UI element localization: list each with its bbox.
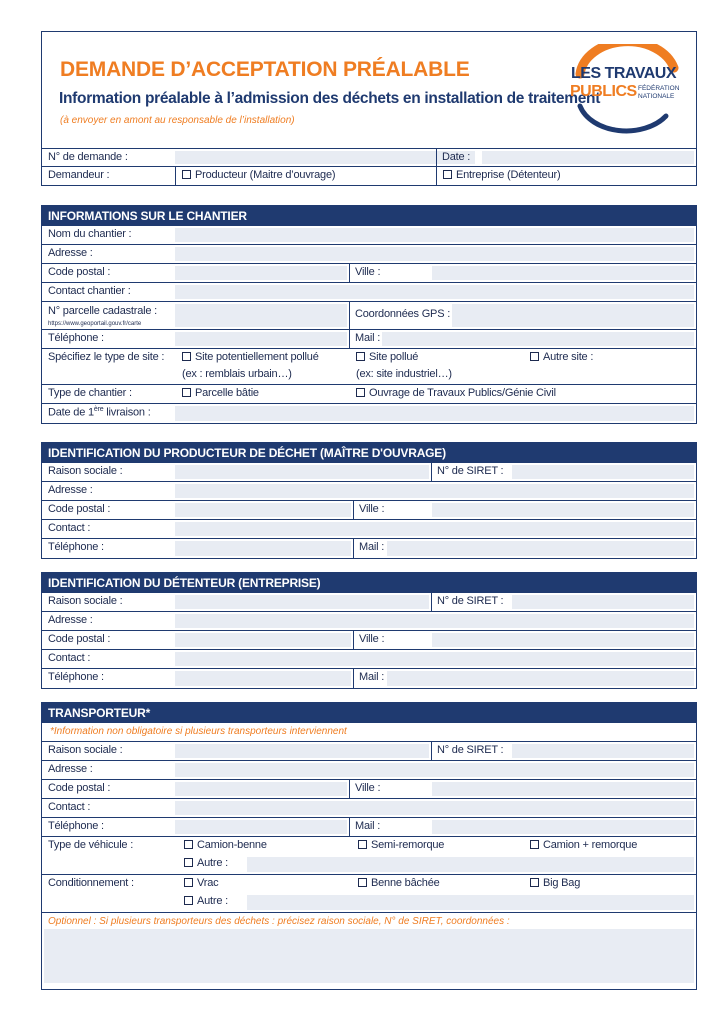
- nom-chantier-label: Nom du chantier :: [48, 228, 132, 240]
- optionnel-field[interactable]: [44, 929, 694, 983]
- mail-label: Mail :: [355, 820, 381, 832]
- adresse-field[interactable]: [175, 614, 694, 628]
- request-table: [41, 148, 697, 186]
- logo-subtext: FÉDÉRATION NATIONALE: [638, 85, 680, 100]
- date-livraison-label: Date de 1ère livraison :: [48, 406, 151, 419]
- ville-field[interactable]: [432, 782, 694, 796]
- site-potentiel-checkbox[interactable]: Site potentiellement pollué: [182, 351, 319, 363]
- siret-label: N° de SIRET :: [437, 465, 504, 477]
- telephone-label: Téléphone :: [48, 332, 104, 344]
- site-potentiel-example: (ex : remblais urbain…): [182, 368, 292, 380]
- contact-chantier-field[interactable]: [175, 285, 694, 299]
- type-chantier-label: Type de chantier :: [48, 387, 132, 399]
- transporteur-note: *Information non obligatoire si plusieurs transporteurs interviennent: [50, 726, 347, 737]
- section-heading: IDENTIFICATION DU PRODUCTEUR DE DÉCHET (MAÎTRE D'OUVRAGE): [42, 443, 696, 463]
- producteur-checkbox[interactable]: Producteur (Maitre d’ouvrage): [182, 169, 335, 181]
- telephone-field[interactable]: [175, 332, 347, 346]
- ouvrage-tp-checkbox[interactable]: Ouvrage de Travaux Publics/Génie Civil: [356, 387, 556, 399]
- camion-benne-checkbox[interactable]: Camion-benne: [184, 839, 267, 851]
- date-livraison-field[interactable]: [175, 406, 694, 421]
- form-subtitle: Information préalable à l’admission des déchets en installation de traitement: [59, 90, 601, 107]
- conditionnement-label: Conditionnement :: [48, 877, 134, 889]
- parcelle-batie-checkbox[interactable]: Parcelle bâtie: [182, 387, 259, 399]
- contact-label: Contact :: [48, 801, 91, 813]
- raison-sociale-field[interactable]: [175, 744, 429, 758]
- contact-chantier-label: Contact chantier :: [48, 285, 131, 297]
- date-label: Date :: [442, 151, 471, 163]
- ville-field[interactable]: [432, 266, 694, 280]
- big-bag-checkbox[interactable]: Big Bag: [530, 877, 580, 889]
- contact-field[interactable]: [175, 801, 694, 815]
- autre-vehicule-checkbox[interactable]: Autre :: [184, 857, 228, 869]
- divider: [436, 167, 437, 185]
- contact-field[interactable]: [175, 652, 694, 666]
- producteur-section: [41, 442, 697, 559]
- code-postal-label: Code postal :: [48, 633, 111, 645]
- adresse-label: Adresse :: [48, 614, 93, 626]
- code-postal-field[interactable]: [175, 782, 347, 796]
- autre-site-checkbox[interactable]: Autre site :: [530, 351, 593, 363]
- code-postal-field[interactable]: [175, 503, 351, 517]
- checkbox-icon: [182, 170, 191, 179]
- camion-remorque-checkbox[interactable]: Camion + remorque: [530, 839, 637, 851]
- mail-label: Mail :: [355, 332, 381, 344]
- gps-field[interactable]: [452, 304, 694, 327]
- gps-label: Coordonnées GPS :: [355, 308, 451, 320]
- code-postal-field[interactable]: [175, 266, 347, 280]
- section-heading: IDENTIFICATION DU DÉTENTEUR (ENTREPRISE): [42, 573, 696, 593]
- contact-label: Contact :: [48, 522, 91, 534]
- contact-label: Contact :: [48, 652, 91, 664]
- parcelle-field[interactable]: [175, 304, 347, 327]
- mail-field[interactable]: [432, 820, 694, 834]
- telephone-field[interactable]: [175, 671, 351, 686]
- ville-field[interactable]: [432, 503, 694, 517]
- fntp-logo: [566, 44, 686, 134]
- site-pollue-checkbox[interactable]: Site pollué: [356, 351, 418, 363]
- form-header: [41, 31, 697, 148]
- siret-label: N° de SIRET :: [437, 595, 504, 607]
- parcelle-label: N° parcelle cadastrale :: [48, 305, 158, 317]
- code-postal-label: Code postal :: [48, 503, 111, 515]
- telephone-label: Téléphone :: [48, 820, 104, 832]
- geoportail-link[interactable]: https://www.geoportail.gouv.fr/carte: [48, 321, 142, 327]
- raison-sociale-label: Raison sociale :: [48, 595, 123, 607]
- adresse-label: Adresse :: [48, 484, 93, 496]
- detenteur-section: [41, 572, 697, 689]
- telephone-label: Téléphone :: [48, 541, 104, 553]
- date-field[interactable]: [482, 151, 694, 164]
- optionnel-area: [42, 913, 696, 985]
- type-site-label: Spécifiez le type de site :: [48, 351, 165, 363]
- vrac-checkbox[interactable]: Vrac: [184, 877, 218, 889]
- logo-text: PUBLICS: [570, 83, 637, 100]
- adresse-field[interactable]: [175, 763, 694, 777]
- raison-sociale-field[interactable]: [175, 595, 429, 609]
- siret-label: N° de SIRET :: [437, 744, 504, 756]
- type-vehicule-label: Type de véhicule :: [48, 839, 134, 851]
- contact-field[interactable]: [175, 522, 694, 536]
- raison-sociale-field[interactable]: [175, 465, 429, 479]
- mail-label: Mail :: [359, 541, 385, 553]
- telephone-label: Téléphone :: [48, 671, 104, 683]
- semi-remorque-checkbox[interactable]: Semi-remorque: [358, 839, 444, 851]
- ville-label: Ville :: [355, 782, 381, 794]
- form-note: (à envoyer en amont au responsable de l’installation): [60, 115, 295, 126]
- adresse-field[interactable]: [175, 484, 694, 498]
- raison-sociale-label: Raison sociale :: [48, 465, 123, 477]
- adresse-field[interactable]: [175, 247, 694, 261]
- section-heading: TRANSPORTEUR*: [42, 703, 696, 723]
- entreprise-checkbox[interactable]: Entreprise (Détenteur): [443, 169, 560, 181]
- ville-label: Ville :: [355, 266, 381, 278]
- demandeur-row: [41, 167, 697, 186]
- optionnel-note: Optionnel : Si plusieurs transporteurs des déchets : précisez raison sociale, N° de SIRET, coordonnées :: [48, 916, 510, 927]
- code-postal-label: Code postal :: [48, 782, 111, 794]
- siret-field[interactable]: [512, 595, 694, 609]
- code-postal-label: Code postal :: [48, 266, 111, 278]
- adresse-label: Adresse :: [48, 763, 93, 775]
- logo-text: LES TRAVAUX: [571, 65, 677, 82]
- demandeur-label: Demandeur :: [48, 169, 110, 181]
- divider: [436, 149, 437, 166]
- telephone-field[interactable]: [175, 541, 351, 556]
- code-postal-field[interactable]: [175, 633, 351, 647]
- raison-sociale-label: Raison sociale :: [48, 744, 123, 756]
- mail-field[interactable]: [382, 332, 694, 346]
- ville-field[interactable]: [432, 633, 694, 647]
- section-heading: INFORMATIONS SUR LE CHANTIER: [42, 206, 696, 226]
- autre-conditionnement-checkbox[interactable]: Autre :: [184, 895, 228, 907]
- adresse-label: Adresse :: [48, 247, 93, 259]
- checkbox-icon: [443, 170, 452, 179]
- siret-field[interactable]: [512, 744, 694, 758]
- chantier-section: [41, 205, 697, 424]
- form-title: DEMANDE D’ACCEPTATION PRÉALABLE: [60, 58, 470, 81]
- site-pollue-example: (ex: site industriel…): [356, 368, 452, 380]
- divider: [175, 167, 176, 185]
- autre-conditionnement-field[interactable]: [247, 895, 694, 910]
- demande-field[interactable]: [175, 151, 475, 164]
- ville-label: Ville :: [359, 503, 385, 515]
- transporteur-section: [41, 702, 697, 990]
- mail-field[interactable]: [387, 541, 694, 556]
- demande-label: N° de demande :: [48, 151, 128, 163]
- nom-chantier-field[interactable]: [175, 228, 694, 242]
- telephone-field[interactable]: [175, 820, 347, 834]
- demande-row: [41, 148, 697, 167]
- siret-field[interactable]: [512, 465, 694, 479]
- ville-label: Ville :: [359, 633, 385, 645]
- autre-vehicule-field[interactable]: [247, 857, 694, 872]
- mail-label: Mail :: [359, 671, 385, 683]
- benne-bachee-checkbox[interactable]: Benne bâchée: [358, 877, 440, 889]
- mail-field[interactable]: [387, 671, 694, 686]
